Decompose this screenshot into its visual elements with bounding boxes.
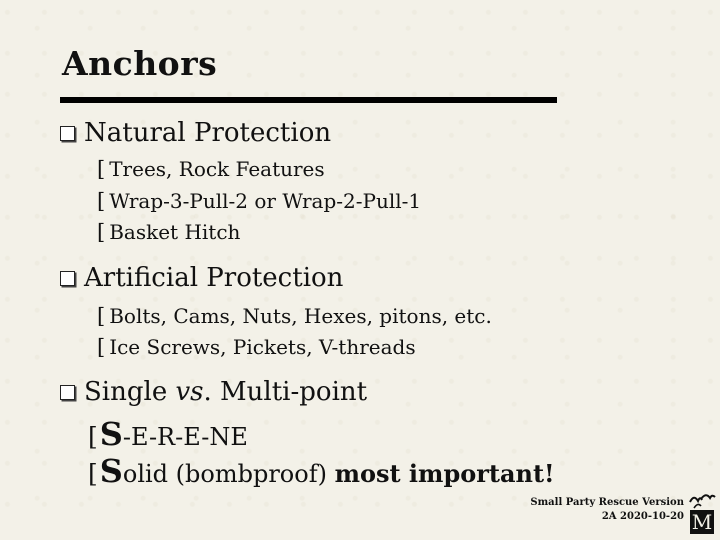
list-item [97,220,240,244]
footer-line-1: Small Party Rescue Version [530,497,684,508]
footer-line-2: 2A 2020-10-20 [601,511,684,522]
list-item-text: olid (bombproof) [122,460,335,488]
initial-letter: S [99,452,123,490]
footer-version [530,496,684,524]
list-item [97,189,421,213]
section-heading [84,377,367,407]
checkbox-bullet-icon [60,126,75,141]
list-item-text: Bolts, Cams, Nuts, Hexes, pitons, etc. [109,304,492,328]
list-item-text: Basket Hitch [109,220,241,244]
heading-em: vs [175,377,204,407]
list-item [97,335,416,359]
list-item [97,157,325,181]
birds-icon [688,492,716,510]
section-single-vs-multi [60,377,367,407]
heading-pre: Single [84,377,176,407]
bracket-bullet-icon: [ [97,304,106,328]
list-item [97,304,492,328]
list-item-text: Trees, Rock Features [109,157,325,181]
emphasis-text: most important! [334,459,555,488]
slide-title: Anchors [62,44,218,83]
checkbox-bullet-icon [60,385,75,400]
bracket-bullet-icon: [ [97,220,106,244]
list-item-text: Ice Screws, Pickets, V-threads [109,335,416,359]
checkbox-bullet-icon [60,271,75,286]
section-artificial-protection [60,263,343,293]
list-item [88,415,248,453]
list-item [88,452,555,490]
initial-letter: S [99,415,123,453]
mountaineers-logo-icon [688,492,716,536]
bracket-bullet-icon: [ [97,189,106,213]
section-heading: Artificial Protection [84,263,344,293]
section-natural-protection [60,118,331,148]
logo-letter: M [691,510,713,534]
heading-post: . Multi-point [203,377,368,407]
bracket-bullet-icon: [ [88,459,98,488]
bracket-bullet-icon: [ [88,422,98,451]
list-item-text: Wrap-3-Pull-2 or Wrap-2-Pull-1 [109,189,422,213]
title-underline [60,97,557,103]
bracket-bullet-icon: [ [97,157,106,181]
list-item-text: -E-R-E-NE [122,423,248,451]
section-heading: Natural Protection [84,118,332,148]
bracket-bullet-icon: [ [97,335,106,359]
